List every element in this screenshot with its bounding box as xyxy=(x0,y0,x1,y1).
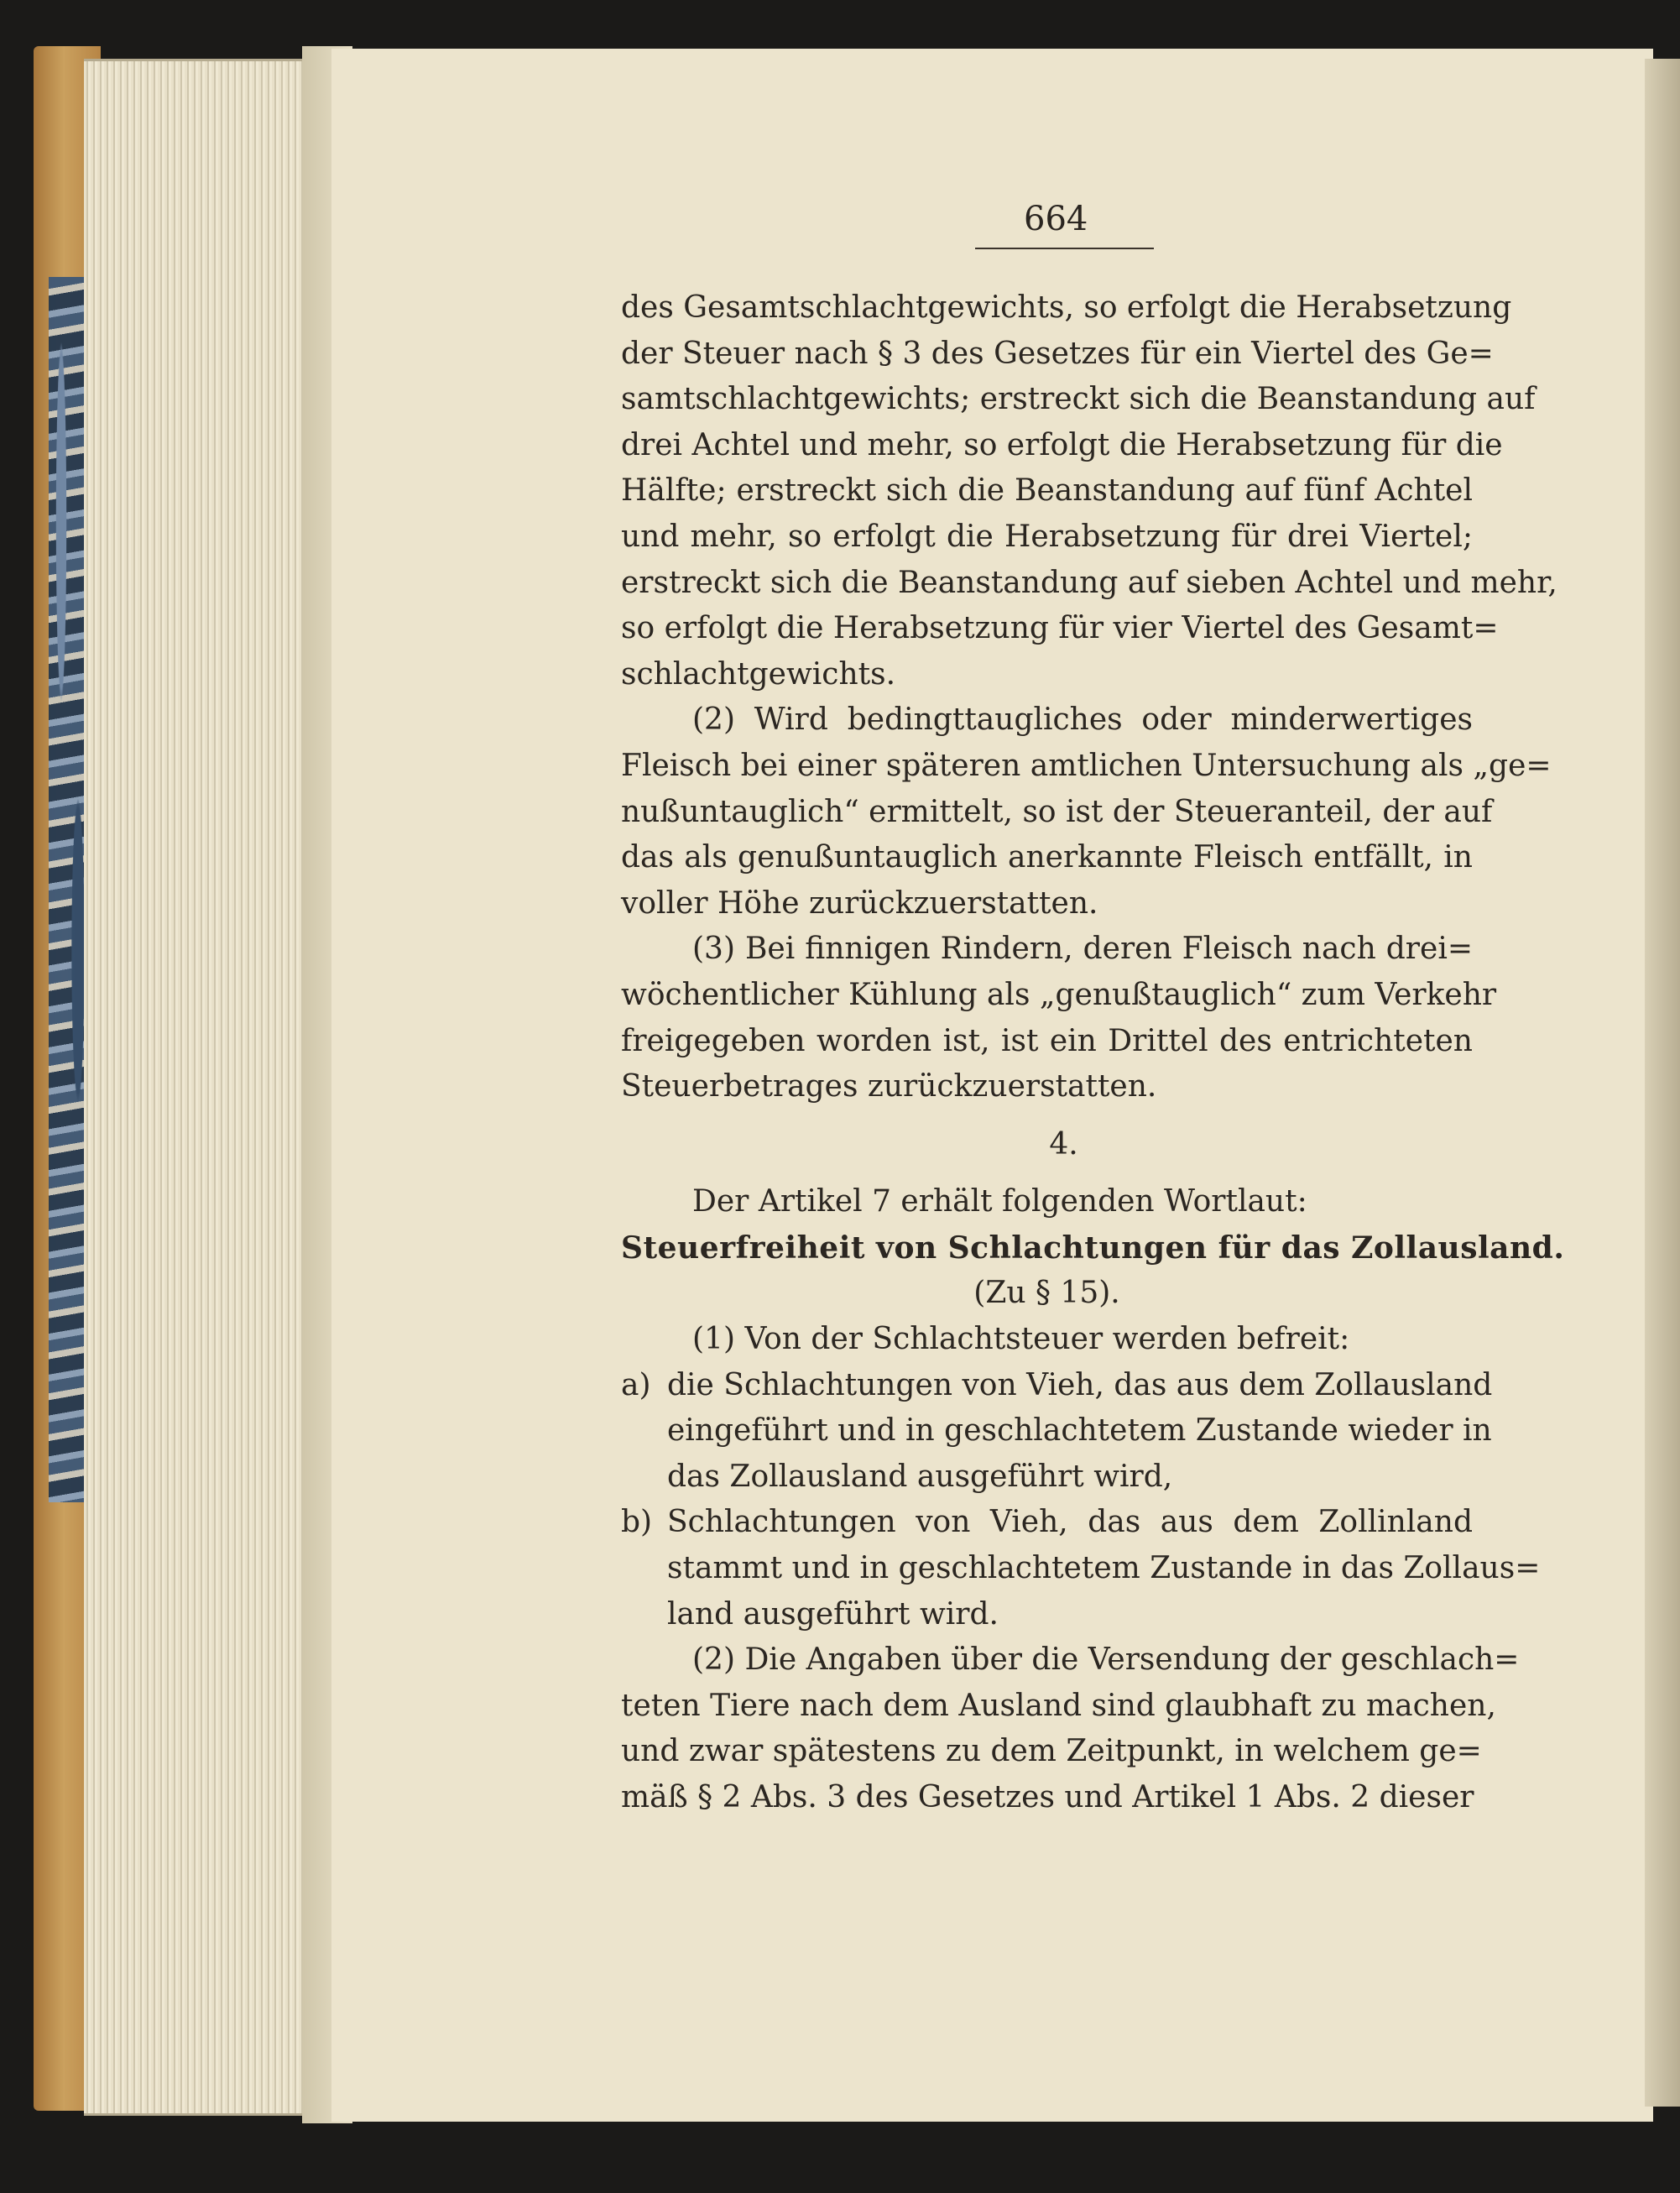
list-text: Schlachtungen von Vieh, das aus dem Zollinland xyxy=(667,1505,1473,1540)
list-label-b: b) xyxy=(621,1505,653,1540)
text-line: samtschlachtgewichts; erstreckt sich die Beanstandung auf xyxy=(621,382,1536,417)
text-line: land ausgeführt wird. xyxy=(667,1596,999,1632)
text-line: so erfolgt die Herabsetzung für vier Viertel des Gesamt= xyxy=(621,611,1499,646)
page-number-rule xyxy=(975,248,1154,249)
text-line: schlachtgewichts. xyxy=(621,656,896,692)
text-line: drei Achtel und mehr, so erfolgt die Herabsetzung für die xyxy=(621,427,1503,462)
facing-page-edge xyxy=(1645,59,1680,2107)
text-line: Der Artikel 7 erhält folgenden Wortlaut: xyxy=(692,1184,1307,1219)
text-line: teten Tiere nach dem Ausland sind glaubhaft zu machen, xyxy=(621,1688,1496,1723)
page-edges xyxy=(84,59,327,2116)
text-line: nußuntauglich“ ermittelt, so ist der Steueranteil, der auf xyxy=(621,794,1493,829)
text-line: (1) Von der Schlachtsteuer werden befreit: xyxy=(692,1322,1350,1357)
text-line: der Steuer nach § 3 des Gesetzes für ein Viertel des Ge= xyxy=(621,336,1494,371)
text-line: stammt und in geschlachtetem Zustande in das Zollaus= xyxy=(667,1551,1541,1586)
text-line: (2) Wird bedingttaugliches oder minderwertiges xyxy=(692,702,1473,738)
text-line: (2) Die Angaben über die Versendung der geschlach= xyxy=(692,1642,1520,1678)
section-number: 4. xyxy=(1049,1126,1078,1162)
list-item-a xyxy=(621,1363,1493,1409)
page-number: 664 xyxy=(1024,200,1088,238)
text-line: und zwar spätestens zu dem Zeitpunkt, in welchem ge= xyxy=(621,1734,1482,1769)
list-label-a: a) xyxy=(621,1367,651,1402)
section-reference: (Zu § 15). xyxy=(973,1276,1120,1311)
text-line: Steuerbetrages zurückzuerstatten. xyxy=(621,1069,1157,1104)
text-line: erstreckt sich die Beanstandung auf sieben Achtel und mehr, xyxy=(621,565,1557,600)
text-line: eingeführt und in geschlachtetem Zustande wieder in xyxy=(667,1413,1492,1449)
text-line: das als genußuntauglich anerkannte Fleisch entfällt, in xyxy=(621,840,1473,875)
text-line: Fleisch bei einer späteren amtlichen Untersuchung als „ge= xyxy=(621,748,1552,783)
text-line: voller Höhe zurückzuerstatten. xyxy=(621,885,1098,921)
list-text: die Schlachtungen von Vieh, das aus dem Zollausland xyxy=(667,1367,1493,1402)
section-heading: Steuerfreiheit von Schlachtungen für das Zollausland. xyxy=(621,1230,1565,1266)
text-line: und mehr, so erfolgt die Herabsetzung für drei Viertel; xyxy=(621,519,1473,554)
text-line: freigegeben worden ist, ist ein Drittel des entrichteten xyxy=(621,1023,1473,1058)
text-line: mäß § 2 Abs. 3 des Gesetzes und Artikel 1 Abs. 2 dieser xyxy=(621,1780,1474,1814)
text-line: (3) Bei finnigen Rindern, deren Fleisch nach drei= xyxy=(692,932,1473,967)
text-line: wöchentlicher Kühlung als „genußtauglich“ zum Verkehr xyxy=(621,977,1497,1012)
text-line: das Zollausland ausgeführt wird, xyxy=(667,1459,1173,1494)
text-line: des Gesamtschlachtgewichts, so erfolgt die Herabsetzung xyxy=(621,290,1512,325)
list-item-b xyxy=(621,1500,1473,1546)
body-text xyxy=(621,285,1565,1821)
text-line: Hälfte; erstreckt sich die Beanstandung auf fünf Achtel xyxy=(621,473,1473,509)
